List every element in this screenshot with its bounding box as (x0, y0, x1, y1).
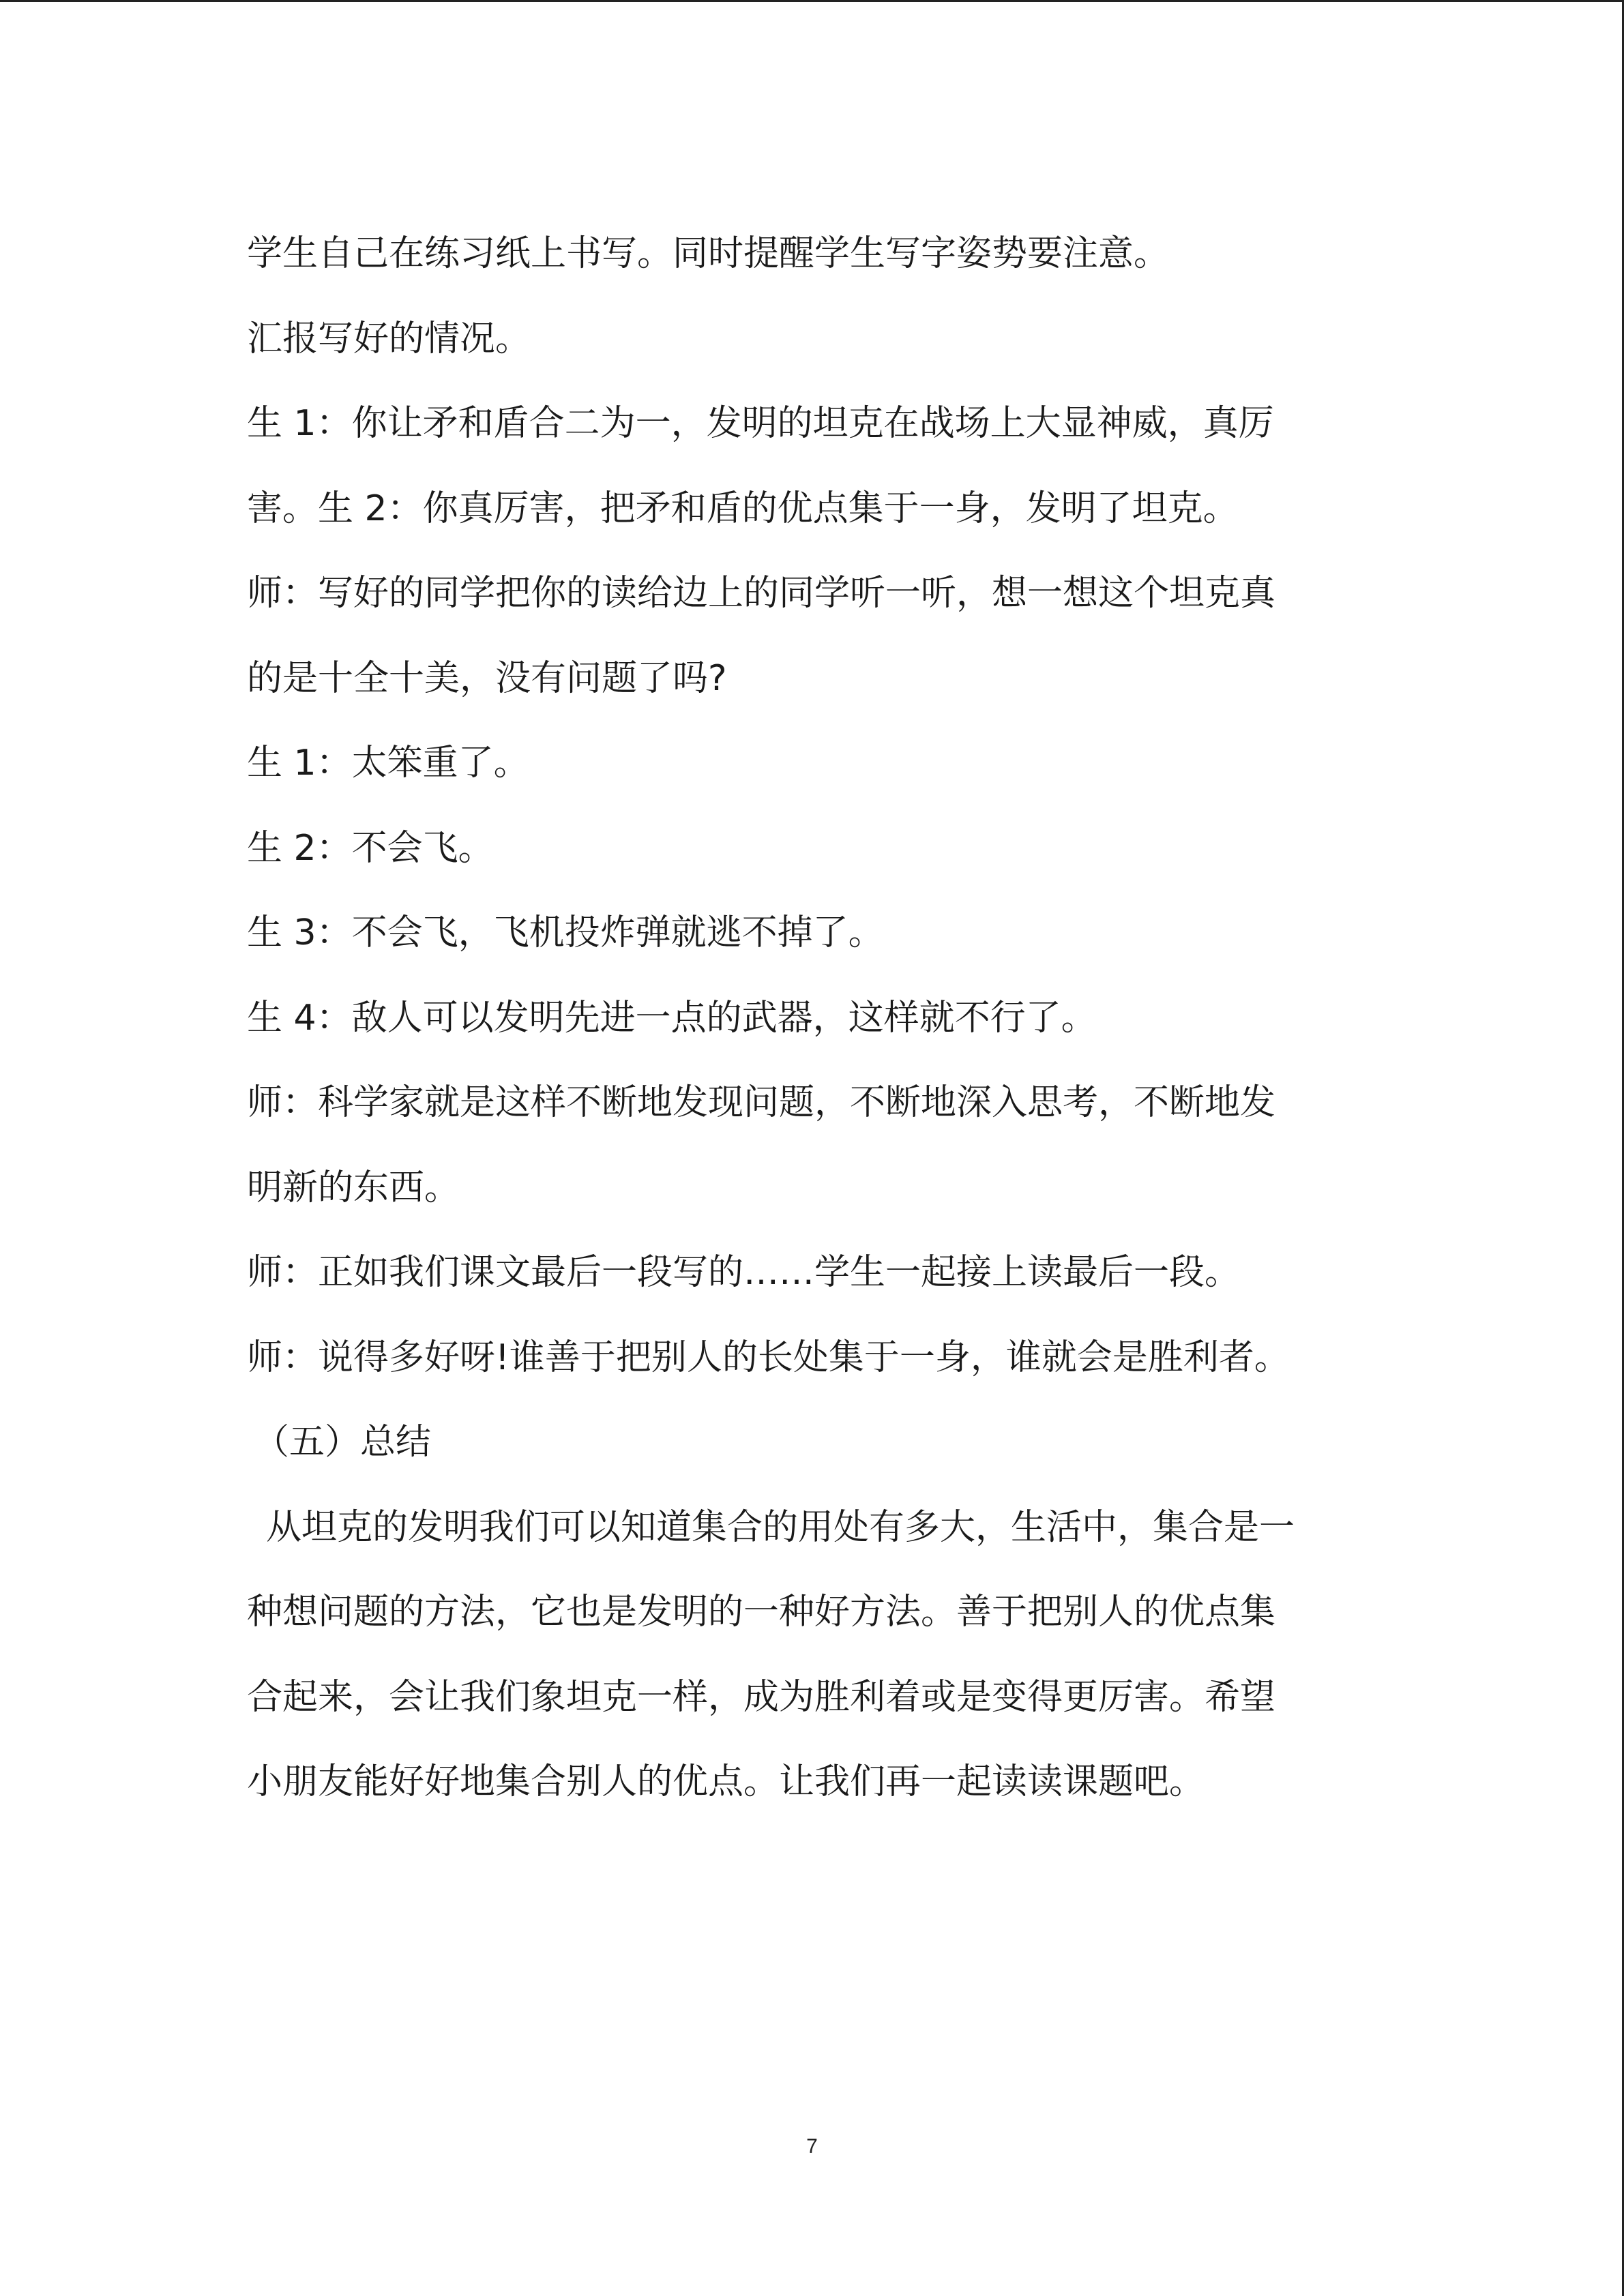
paragraph-line: 种想问题的方法，它也是发明的一种好方法。善于把别人的优点集 (247, 1592, 1276, 1632)
paragraph-line: 生 2：不会飞。 (247, 827, 494, 869)
paragraph-line: 害。生 2：你真厉害，把矛和盾的优点集于一身，发明了坦克。 (247, 488, 1239, 529)
paragraph-line: 师：写好的同学把你的读给边上的同学听一听，想一想这个坦克真 (247, 573, 1276, 614)
document-body (247, 211, 1379, 1825)
paragraph-line: 明新的东西。 (247, 1167, 460, 1208)
paragraph-line: 汇报写好的情况。 (247, 318, 531, 359)
paragraph-line: 生 1：太笨重了。 (247, 743, 529, 784)
paragraph-line: 学生自己在练习纸上书写。同时提醒学生写字姿势要注意。 (247, 233, 1170, 274)
page-number: 7 (806, 2135, 818, 2158)
paragraph-line: 师：正如我们课文最后一段写的……学生一起接上读最后一段。 (247, 1252, 1241, 1293)
paragraph-line: 生 3：不会飞，飞机投炸弹就逃不掉了。 (247, 912, 884, 953)
page-border-top (0, 0, 1624, 2)
paragraph-line: 小朋友能好好地集合别人的优点。让我们再一起读读课题吧。 (247, 1761, 1205, 1802)
paragraph-line: 的是十全十美，没有问题了吗? (247, 657, 727, 699)
paragraph-line: 从坦克的发明我们可以知道集合的用处有多大，生活中，集合是一 (266, 1506, 1295, 1548)
paragraph-line: 合起来，会让我们象坦克一样，成为胜利着或是变得更厉害。希望 (247, 1676, 1276, 1718)
paragraph-line: 生 4：敌人可以发明先进一点的武器，这样就不行了。 (247, 997, 1097, 1039)
paragraph-line: 师：科学家就是这样不断地发现问题，不断地深入思考，不断地发 (247, 1082, 1276, 1123)
paragraph-line: 生 1：你让矛和盾合二为一，发明的坦克在战场上大显神威，真厉 (247, 403, 1274, 444)
paragraph-line: 师：说得多好呀!谁善于把别人的长处集于一身，谁就会是胜利者。 (247, 1337, 1290, 1378)
section-heading: （五）总结 (254, 1422, 432, 1463)
